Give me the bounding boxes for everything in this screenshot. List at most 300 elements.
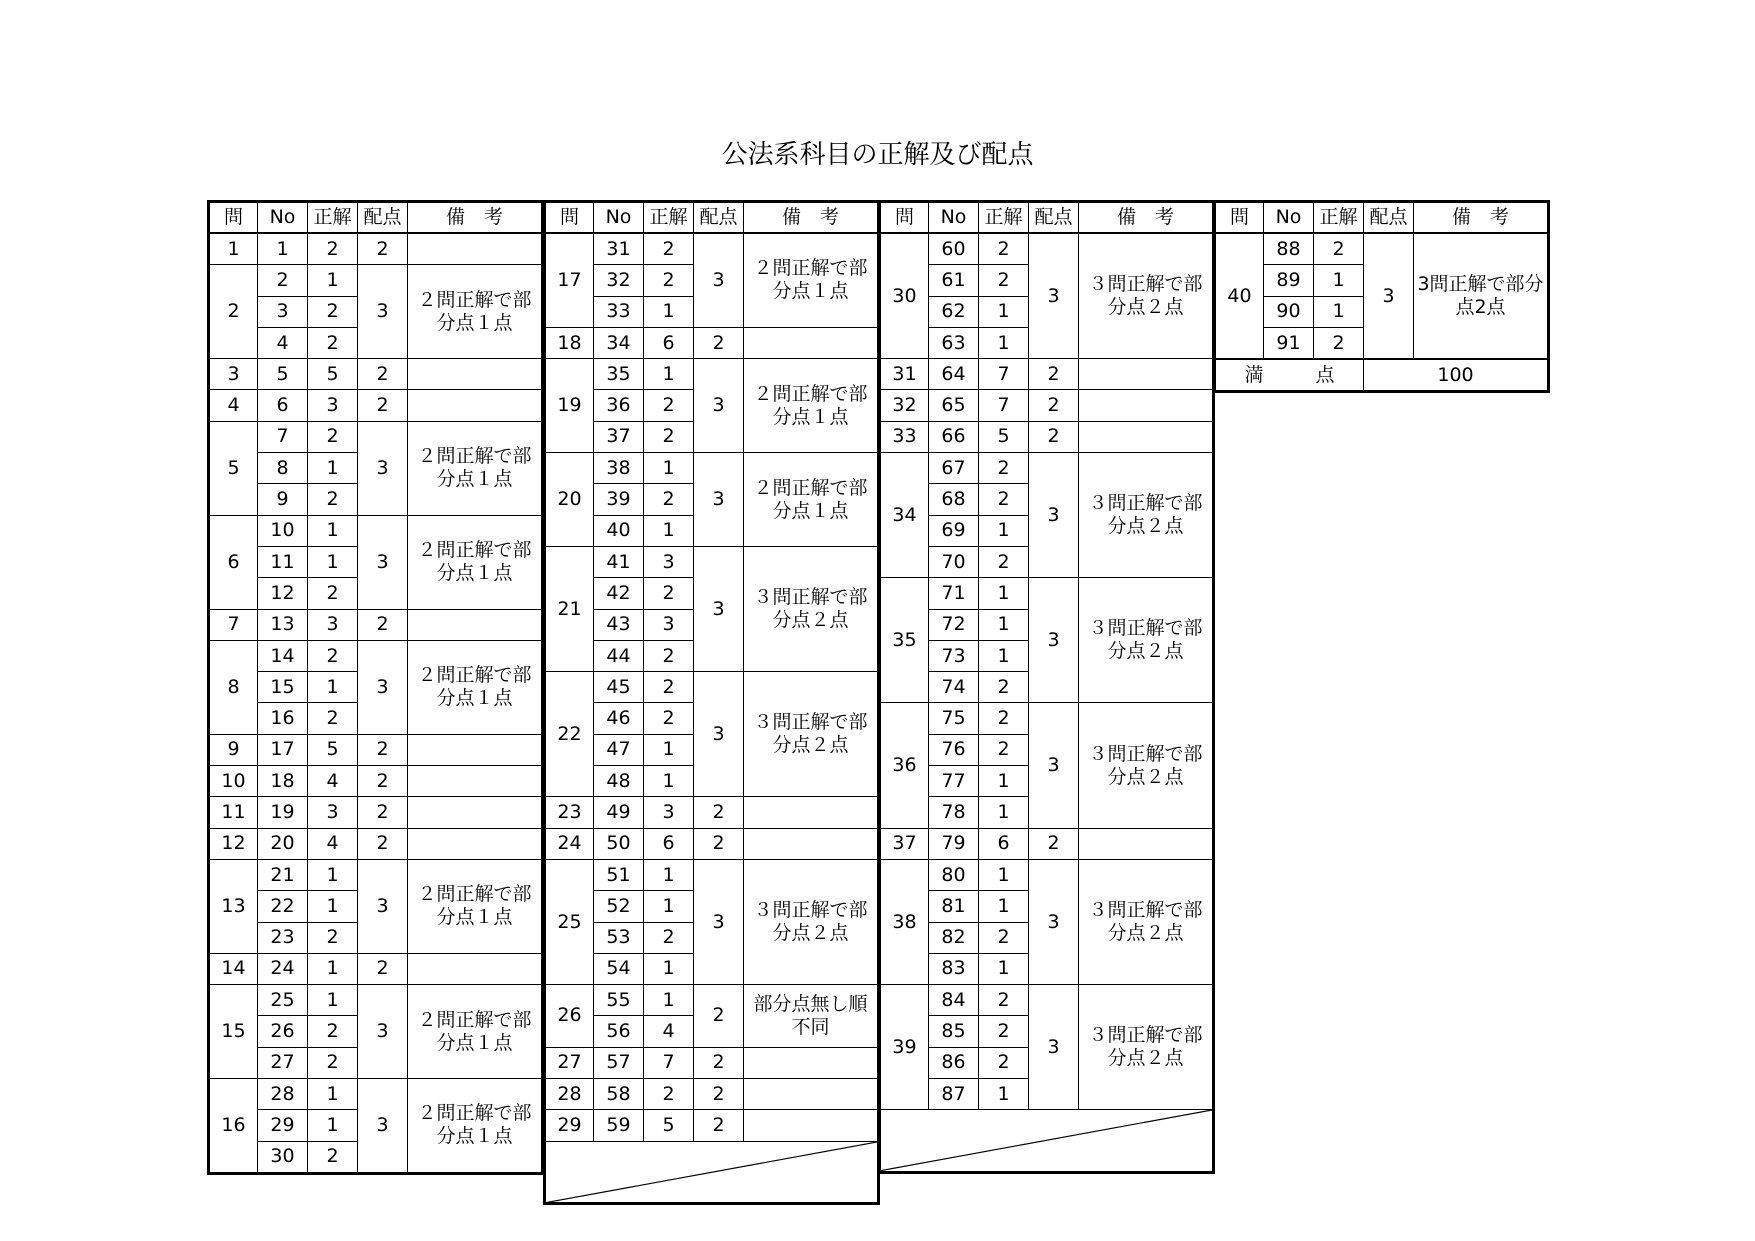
correct-answer: 2	[644, 640, 694, 671]
points: 3	[694, 453, 744, 547]
blank-cell	[545, 1141, 879, 1204]
item-number: 88	[1264, 233, 1314, 265]
correct-answer: 2	[979, 1016, 1029, 1047]
points: 3	[358, 640, 408, 734]
question-number: 19	[545, 359, 594, 453]
table-row	[880, 828, 1214, 859]
correct-answer: 5	[644, 1110, 694, 1141]
correct-answer: 7	[979, 359, 1029, 390]
item-number: 66	[929, 421, 979, 452]
item-number: 62	[929, 296, 979, 327]
item-number: 75	[929, 703, 979, 734]
correct-answer: 1	[979, 640, 1029, 671]
correct-answer: 1	[644, 891, 694, 922]
table-row	[209, 766, 543, 797]
item-number: 11	[258, 546, 308, 577]
note	[408, 953, 543, 984]
item-number: 47	[594, 734, 644, 765]
item-number: 90	[1264, 296, 1314, 327]
correct-answer: 1	[979, 797, 1029, 828]
correct-answer: 4	[644, 1016, 694, 1047]
question-number: 3	[209, 359, 258, 390]
item-number: 73	[929, 640, 979, 671]
question-number: 11	[209, 797, 258, 828]
correct-answer: 2	[979, 453, 1029, 484]
correct-answer: 2	[308, 484, 358, 515]
diagonal-strike	[546, 1142, 877, 1203]
correct-answer: 6	[644, 327, 694, 358]
note	[1079, 390, 1214, 421]
item-number: 64	[929, 359, 979, 390]
points: 2	[694, 327, 744, 358]
item-number: 80	[929, 859, 979, 890]
header-points: 配点	[358, 202, 408, 234]
item-number: 82	[929, 922, 979, 953]
item-number: 37	[594, 421, 644, 452]
question-number: 34	[880, 453, 929, 578]
item-number: 14	[258, 640, 308, 671]
item-number: 40	[594, 515, 644, 546]
correct-answer: 3	[308, 797, 358, 828]
correct-answer: 1	[644, 734, 694, 765]
points: 2	[358, 390, 408, 421]
question-number: 26	[545, 985, 594, 1048]
note	[408, 609, 543, 640]
table-row	[209, 421, 543, 452]
item-number: 23	[258, 922, 308, 953]
item-number: 79	[929, 828, 979, 859]
table-row	[209, 640, 543, 671]
correct-answer: 1	[308, 891, 358, 922]
item-number: 83	[929, 953, 979, 984]
correct-answer: 2	[644, 265, 694, 296]
note: ３問正解で部分点２点	[1079, 578, 1214, 703]
points: 2	[694, 1110, 744, 1141]
item-number: 42	[594, 578, 644, 609]
correct-answer: 2	[644, 233, 694, 265]
note: ２問正解で部分点１点	[408, 265, 543, 359]
points: 3	[358, 1079, 408, 1174]
question-number: 15	[209, 985, 258, 1079]
table-row	[209, 828, 543, 859]
header-question: 問	[880, 202, 929, 234]
item-number: 67	[929, 453, 979, 484]
item-number: 87	[929, 1079, 979, 1110]
correct-answer: 1	[644, 296, 694, 327]
note: ２問正解で部分点１点	[744, 453, 879, 547]
correct-answer: 1	[644, 766, 694, 797]
note	[408, 828, 543, 859]
header-no: No	[258, 202, 308, 234]
item-number: 45	[594, 672, 644, 703]
header-question: 問	[1215, 202, 1264, 234]
header-row	[209, 202, 543, 234]
correct-answer: 2	[644, 1079, 694, 1110]
item-number: 50	[594, 828, 644, 859]
item-number: 91	[1264, 327, 1314, 359]
note	[408, 797, 543, 828]
correct-answer: 1	[979, 327, 1029, 358]
item-number: 89	[1264, 265, 1314, 296]
question-number: 29	[545, 1110, 594, 1141]
table-row	[545, 233, 879, 265]
correct-answer: 2	[979, 484, 1029, 515]
question-number: 13	[209, 859, 258, 953]
note	[408, 359, 543, 390]
full-marks-label	[1215, 359, 1364, 392]
item-number: 86	[929, 1047, 979, 1078]
correct-answer: 1	[644, 985, 694, 1016]
note	[408, 734, 543, 765]
correct-answer: 3	[644, 797, 694, 828]
question-number: 20	[545, 453, 594, 547]
note: ２問正解で部分点１点	[408, 421, 543, 515]
correct-answer: 1	[979, 296, 1029, 327]
item-number: 85	[929, 1016, 979, 1047]
item-number: 52	[594, 891, 644, 922]
diagonal-line	[546, 1142, 877, 1203]
correct-answer: 2	[979, 734, 1029, 765]
item-number: 81	[929, 891, 979, 922]
correct-answer: 1	[308, 546, 358, 577]
correct-answer: 2	[979, 233, 1029, 265]
correct-answer: 2	[644, 484, 694, 515]
correct-answer: 2	[308, 421, 358, 452]
table-row	[209, 985, 543, 1016]
item-number: 20	[258, 828, 308, 859]
points: 3	[358, 265, 408, 359]
points: 2	[358, 766, 408, 797]
header-question: 問	[545, 202, 594, 234]
correct-answer: 2	[979, 1047, 1029, 1078]
correct-answer: 2	[308, 703, 358, 734]
question-number: 14	[209, 953, 258, 984]
header-points: 配点	[694, 202, 744, 234]
correct-answer: 5	[308, 359, 358, 390]
correct-answer: 1	[308, 953, 358, 984]
points: 2	[694, 828, 744, 859]
correct-answer: 1	[308, 265, 358, 296]
note	[744, 1079, 879, 1110]
item-number: 33	[594, 296, 644, 327]
answer-table-block-1	[207, 200, 544, 1175]
correct-answer: 5	[979, 421, 1029, 452]
item-number: 9	[258, 484, 308, 515]
table-row	[545, 828, 879, 859]
item-number: 39	[594, 484, 644, 515]
table-row	[545, 359, 879, 390]
points: 3	[1029, 859, 1079, 984]
item-number: 5	[258, 359, 308, 390]
table-row	[209, 515, 543, 546]
correct-answer: 2	[979, 703, 1029, 734]
points: 3	[358, 859, 408, 953]
table-row	[209, 609, 543, 640]
item-number: 68	[929, 484, 979, 515]
header-row	[545, 202, 879, 234]
full-marks-label-b: 点	[1315, 363, 1335, 386]
item-number: 44	[594, 640, 644, 671]
question-number: 36	[880, 703, 929, 828]
table-row	[209, 233, 543, 265]
answer-table-block-4	[1213, 200, 1550, 393]
note: ３問正解で部分点２点	[1079, 453, 1214, 578]
item-number: 17	[258, 734, 308, 765]
table-row	[209, 953, 543, 984]
points: 2	[358, 797, 408, 828]
blank-cell	[880, 1110, 1214, 1173]
header-points: 配点	[1029, 202, 1079, 234]
item-number: 32	[594, 265, 644, 296]
correct-answer: 2	[644, 578, 694, 609]
correct-answer: 1	[644, 859, 694, 890]
note	[408, 390, 543, 421]
question-number: 22	[545, 672, 594, 797]
question-number: 31	[880, 359, 929, 390]
table-row	[880, 985, 1214, 1016]
item-number: 12	[258, 578, 308, 609]
question-number: 5	[209, 421, 258, 515]
full-marks-label-a: 満	[1244, 363, 1264, 386]
item-number: 35	[594, 359, 644, 390]
item-number: 25	[258, 985, 308, 1016]
table-row	[880, 703, 1214, 734]
table-row	[209, 390, 543, 421]
question-number: 35	[880, 578, 929, 703]
correct-answer: 1	[979, 609, 1029, 640]
table-row	[880, 453, 1214, 484]
correct-answer: 3	[308, 609, 358, 640]
header-note: 備 考	[1079, 202, 1214, 234]
question-number: 1	[209, 233, 258, 265]
item-number: 28	[258, 1079, 308, 1110]
question-number: 17	[545, 233, 594, 327]
item-number: 48	[594, 766, 644, 797]
item-number: 38	[594, 453, 644, 484]
table-row	[545, 546, 879, 577]
question-number: 37	[880, 828, 929, 859]
question-number: 39	[880, 985, 929, 1110]
correct-answer: 2	[644, 922, 694, 953]
table-row	[209, 734, 543, 765]
note	[744, 828, 879, 859]
table-row	[545, 985, 879, 1016]
correct-answer: 1	[1314, 265, 1364, 296]
item-number: 26	[258, 1016, 308, 1047]
question-number: 6	[209, 515, 258, 609]
item-number: 61	[929, 265, 979, 296]
blank-diagonal-row	[545, 1141, 879, 1204]
item-number: 74	[929, 672, 979, 703]
item-number: 34	[594, 327, 644, 358]
correct-answer: 2	[308, 1016, 358, 1047]
item-number: 4	[258, 327, 308, 358]
item-number: 60	[929, 233, 979, 265]
item-number: 54	[594, 953, 644, 984]
correct-answer: 4	[308, 828, 358, 859]
table-row	[209, 359, 543, 390]
note: ２問正解で部分点１点	[408, 515, 543, 609]
correct-answer: 1	[979, 578, 1029, 609]
correct-answer: 2	[979, 985, 1029, 1016]
note: ３問正解で部分点２点	[1079, 859, 1214, 984]
question-number: 12	[209, 828, 258, 859]
correct-answer: 2	[979, 672, 1029, 703]
item-number: 8	[258, 453, 308, 484]
item-number: 22	[258, 891, 308, 922]
answer-table-block-3	[878, 200, 1215, 1174]
header-row	[880, 202, 1214, 234]
note: ３問正解で部分点２点	[744, 672, 879, 797]
header-no: No	[594, 202, 644, 234]
table-row	[545, 327, 879, 358]
question-number: 33	[880, 421, 929, 452]
points: 2	[1029, 421, 1079, 452]
note	[1079, 828, 1214, 859]
question-number: 7	[209, 609, 258, 640]
table-row	[880, 421, 1214, 452]
blank-diagonal-row	[880, 1110, 1214, 1173]
note: ２問正解で部分点１点	[744, 359, 879, 453]
header-answer: 正解	[979, 202, 1029, 234]
item-number: 41	[594, 546, 644, 577]
item-number: 10	[258, 515, 308, 546]
item-number: 3	[258, 296, 308, 327]
points: 3	[694, 672, 744, 797]
header-answer: 正解	[1314, 202, 1364, 234]
points: 2	[358, 609, 408, 640]
table-row	[209, 1079, 543, 1110]
correct-answer: 1	[308, 1079, 358, 1110]
note	[744, 797, 879, 828]
question-number: 30	[880, 233, 929, 359]
item-number: 71	[929, 578, 979, 609]
item-number: 1	[258, 233, 308, 265]
item-number: 27	[258, 1047, 308, 1078]
note: ２問正解で部分点１点	[408, 1079, 543, 1174]
header-answer: 正解	[644, 202, 694, 234]
header-no: No	[1264, 202, 1314, 234]
correct-answer: 2	[308, 922, 358, 953]
correct-answer: 2	[308, 233, 358, 265]
note	[1079, 359, 1214, 390]
item-number: 58	[594, 1079, 644, 1110]
item-number: 84	[929, 985, 979, 1016]
header-question: 問	[209, 202, 258, 234]
table-row	[209, 265, 543, 296]
correct-answer: 2	[308, 640, 358, 671]
page-title: 公法系科目の正解及び配点	[721, 140, 1034, 170]
question-number: 23	[545, 797, 594, 828]
question-number: 10	[209, 766, 258, 797]
correct-answer: 2	[308, 296, 358, 327]
correct-answer: 1	[308, 1110, 358, 1141]
correct-answer: 2	[644, 390, 694, 421]
correct-answer: 2	[644, 703, 694, 734]
item-number: 77	[929, 766, 979, 797]
correct-answer: 1	[1314, 296, 1364, 327]
note	[408, 233, 543, 265]
header-answer: 正解	[308, 202, 358, 234]
correct-answer: 2	[308, 327, 358, 358]
table-row	[209, 859, 543, 890]
full-marks-row	[1215, 359, 1549, 392]
points: 3	[358, 515, 408, 609]
question-number: 2	[209, 265, 258, 359]
correct-answer: 1	[644, 453, 694, 484]
correct-answer: 1	[308, 985, 358, 1016]
correct-answer: 1	[308, 453, 358, 484]
note: ２問正解で部分点１点	[744, 233, 879, 327]
table-row	[545, 453, 879, 484]
points: 3	[694, 359, 744, 453]
question-number: 40	[1215, 233, 1264, 359]
correct-answer: 1	[979, 1079, 1029, 1110]
correct-answer: 6	[644, 828, 694, 859]
points: 3	[694, 233, 744, 327]
table-row	[880, 859, 1214, 890]
correct-answer: 1	[644, 515, 694, 546]
points: 3	[1364, 233, 1414, 359]
correct-answer: 3	[308, 390, 358, 421]
table-row	[545, 1047, 879, 1078]
header-note: 備 考	[408, 202, 543, 234]
note	[744, 327, 879, 358]
points: 3	[694, 859, 744, 984]
note: ３問正解で部分点２点	[1079, 233, 1214, 359]
points: 3	[1029, 578, 1079, 703]
item-number: 57	[594, 1047, 644, 1078]
note	[408, 766, 543, 797]
question-number: 38	[880, 859, 929, 984]
points: 2	[694, 1079, 744, 1110]
item-number: 36	[594, 390, 644, 421]
note: ３問正解で部分点２点	[744, 859, 879, 984]
item-number: 51	[594, 859, 644, 890]
item-number: 19	[258, 797, 308, 828]
header-points: 配点	[1364, 202, 1414, 234]
full-marks-value: 100	[1364, 359, 1549, 392]
item-number: 16	[258, 703, 308, 734]
points: 3	[1029, 703, 1079, 828]
points: 3	[694, 546, 744, 671]
item-number: 63	[929, 327, 979, 358]
header-row	[1215, 202, 1549, 234]
item-number: 24	[258, 953, 308, 984]
correct-answer: 1	[979, 766, 1029, 797]
question-number: 27	[545, 1047, 594, 1078]
points: 2	[358, 233, 408, 265]
item-number: 55	[594, 985, 644, 1016]
question-number: 32	[880, 390, 929, 421]
note: 3問正解で部分点2点	[1414, 233, 1549, 359]
correct-answer: 2	[308, 1047, 358, 1078]
correct-answer: 2	[1314, 327, 1364, 359]
item-number: 7	[258, 421, 308, 452]
note	[1079, 421, 1214, 452]
correct-answer: 5	[308, 734, 358, 765]
question-number: 4	[209, 390, 258, 421]
question-number: 25	[545, 859, 594, 984]
correct-answer: 1	[308, 859, 358, 890]
note: ２問正解で部分点１点	[408, 640, 543, 734]
question-number: 16	[209, 1079, 258, 1174]
points: 2	[358, 734, 408, 765]
correct-answer: 2	[308, 578, 358, 609]
item-number: 6	[258, 390, 308, 421]
item-number: 49	[594, 797, 644, 828]
points: 3	[1029, 233, 1079, 359]
